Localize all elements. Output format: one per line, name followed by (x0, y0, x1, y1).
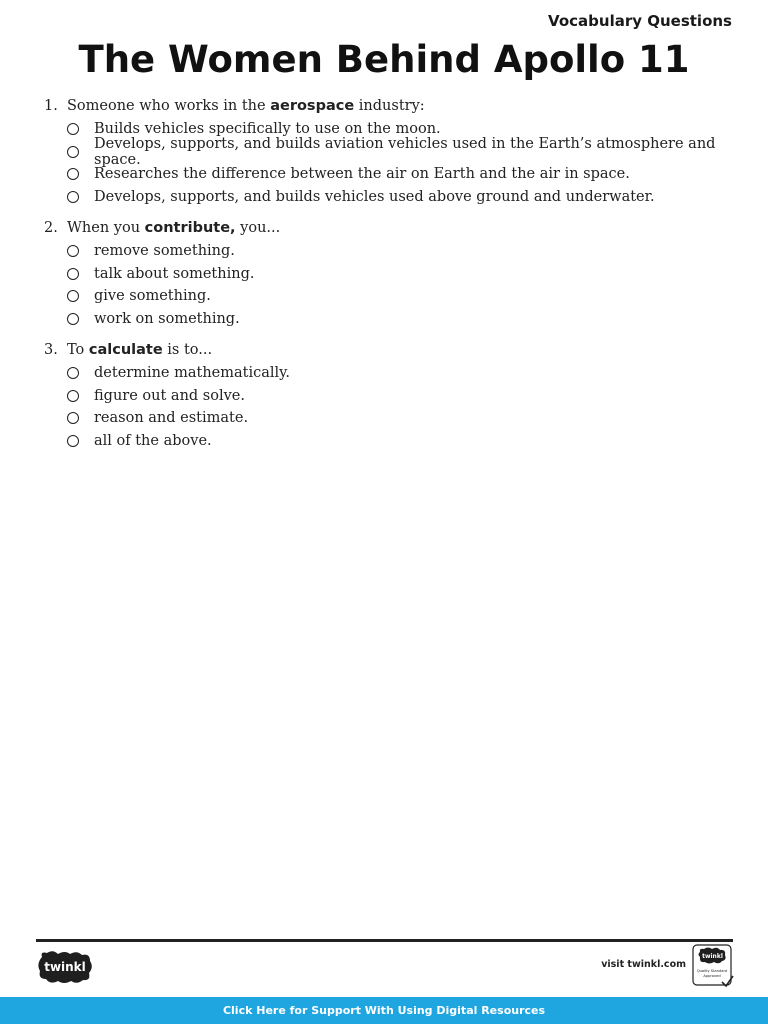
prompt-keyword: calculate (88, 342, 163, 358)
answer-option[interactable] (67, 385, 744, 408)
radio-circle-icon[interactable] (67, 191, 79, 203)
radio-circle-icon[interactable] (67, 245, 79, 257)
question-number: 1. (44, 98, 58, 114)
answer-option[interactable] (67, 240, 744, 263)
radio-circle-icon[interactable] (67, 435, 79, 447)
option-label: determine mathematically. (94, 365, 291, 382)
question-1-prompt (44, 94, 744, 118)
prompt-suffix: is to... (162, 342, 213, 358)
radio-circle-icon[interactable] (67, 146, 79, 158)
prompt-prefix: To (67, 342, 89, 358)
answer-option[interactable] (67, 308, 744, 331)
option-label: Builds vehicles specifically to use on the moon. (94, 121, 441, 138)
option-label: remove something. (94, 243, 235, 260)
radio-circle-icon[interactable] (67, 168, 79, 180)
badge-line-2: Approved (703, 974, 721, 978)
prompt-prefix: When you (67, 220, 145, 236)
answer-option[interactable] (67, 135, 744, 168)
question-2-prompt (44, 216, 744, 240)
prompt-keyword: contribute, (144, 220, 236, 236)
radio-circle-icon[interactable] (67, 123, 79, 135)
option-label: work on something. (94, 310, 240, 327)
option-label: Develops, supports, and builds aviation vehicles used in the Earth’s atmosphere and space. (94, 135, 716, 168)
answer-option[interactable] (67, 362, 744, 385)
answer-option[interactable] (67, 407, 744, 430)
digital-resources-support-link[interactable]: Click Here for Support With Using Digital Resources (0, 997, 768, 1024)
radio-circle-icon[interactable] (67, 290, 79, 302)
logo-wordmark: twinkl (44, 960, 86, 974)
footer-divider (36, 939, 733, 942)
page-title: The Women Behind Apollo 11 (78, 38, 690, 81)
question-3-prompt (44, 338, 744, 362)
question-3 (44, 338, 744, 452)
visit-link[interactable]: visit twinkl.com (601, 959, 686, 970)
answer-option[interactable] (67, 430, 744, 453)
prompt-suffix: industry: (354, 98, 425, 114)
radio-circle-icon[interactable] (67, 390, 79, 402)
prompt-suffix: you... (235, 220, 281, 236)
question-number: 2. (44, 220, 58, 236)
option-label: Researches the difference between the air on Earth and the air in space. (94, 166, 630, 183)
option-label: talk about something. (94, 265, 255, 282)
prompt-keyword: aerospace (270, 98, 355, 114)
badge-brand: twinkl (702, 953, 723, 960)
option-label: Develops, supports, and builds vehicles used above ground and underwater. (94, 188, 655, 205)
badge-line-1: Quality Standard (696, 969, 728, 973)
quality-standard-badge-icon (692, 944, 734, 988)
prompt-prefix: Someone who works in the (67, 98, 271, 114)
question-1 (44, 94, 744, 208)
option-label: all of the above. (94, 432, 212, 449)
question-number: 3. (44, 342, 58, 358)
question-list (44, 94, 744, 460)
answer-option[interactable] (67, 263, 744, 286)
radio-circle-icon[interactable] (67, 412, 79, 424)
radio-circle-icon[interactable] (67, 268, 79, 280)
twinkl-logo[interactable] (36, 949, 94, 985)
radio-circle-icon[interactable] (67, 367, 79, 379)
option-label: figure out and solve. (94, 387, 245, 404)
radio-circle-icon[interactable] (67, 313, 79, 325)
option-label: reason and estimate. (94, 410, 249, 427)
answer-option[interactable] (67, 186, 744, 209)
answer-option[interactable] (67, 285, 744, 308)
option-label: give something. (94, 288, 211, 305)
worksheet-type-label: Vocabulary Questions (548, 12, 732, 30)
question-2 (44, 216, 744, 330)
